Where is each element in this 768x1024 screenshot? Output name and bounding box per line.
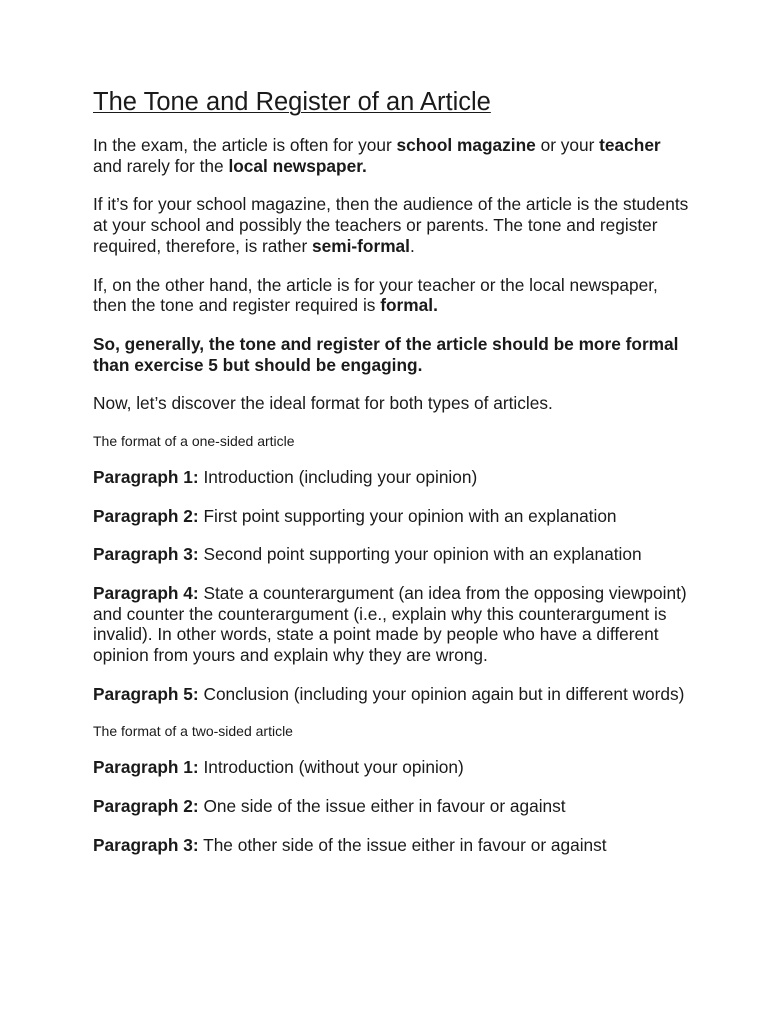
bold-text: semi-formal <box>312 235 410 256</box>
document-page <box>93 86 693 873</box>
bold-text: school magazine <box>396 135 536 155</box>
item-text: Introduction (without your opinion) <box>198 757 464 778</box>
item-label: Paragraph 3: <box>93 544 199 565</box>
list-item <box>93 544 693 565</box>
text-run: . <box>409 235 415 256</box>
text-run: and rarely for the <box>93 155 229 176</box>
intro-paragraph <box>93 135 693 177</box>
item-text: State a counterargument (an idea from the opposing viewpoint) and counter the counterargument (i.e., explain why this counterargument is invalid). In other words, state a point made by people who have a different opinion from yours and explain why they are wrong. <box>93 582 687 666</box>
item-label: Paragraph 3: <box>93 834 199 855</box>
summary-paragraph: So, generally, the tone and register of the article should be more formal than exercise 5 but should be engaging. <box>93 333 679 375</box>
one-sided-list <box>93 467 693 705</box>
text-run: If it’s for your school magazine, then the audience of the article is the students at your school and possibly the teachers or parents. The tone and register required, therefore, is rather <box>93 194 689 256</box>
list-item <box>93 684 693 705</box>
item-text: Conclusion (including your opinion again but in different words) <box>198 683 685 704</box>
page-title: The Tone and Register of an Article <box>93 88 491 116</box>
item-text: One side of the issue either in favour or against <box>198 795 566 816</box>
one-sided-heading: The format of a one-sided article <box>93 432 295 449</box>
item-label: Paragraph 1: <box>93 757 199 778</box>
two-sided-heading: The format of a two-sided article <box>93 723 293 740</box>
item-label: Paragraph 2: <box>93 795 199 816</box>
item-text: Introduction (including your opinion) <box>198 466 478 487</box>
text-run: In the exam, the article is often for your <box>93 135 397 155</box>
item-label: Paragraph 1: <box>93 466 199 487</box>
item-text: First point supporting your opinion with an explanation <box>198 505 617 526</box>
bold-text: formal. <box>380 295 438 316</box>
bold-text: teacher <box>599 135 661 155</box>
list-item <box>93 506 693 527</box>
teacher-newspaper-paragraph <box>93 275 693 317</box>
transition-paragraph: Now, let’s discover the ideal format for both types of articles. <box>93 393 553 414</box>
item-text: The other side of the issue either in favour or against <box>198 834 607 855</box>
list-item <box>93 757 693 778</box>
text-run: or your <box>535 135 600 155</box>
two-sided-list <box>93 757 693 855</box>
list-item <box>93 835 693 856</box>
list-item <box>93 467 693 488</box>
list-item <box>93 796 693 817</box>
item-text: Second point supporting your opinion with an explanation <box>198 544 642 565</box>
item-label: Paragraph 5: <box>93 683 199 704</box>
bold-text: local newspaper. <box>228 155 367 176</box>
list-item <box>93 583 693 666</box>
item-label: Paragraph 2: <box>93 505 199 526</box>
item-label: Paragraph 4: <box>93 582 199 603</box>
text-run: If, on the other hand, the article is for your teacher or the local newspaper, then the tone and register required is <box>93 274 658 316</box>
school-magazine-paragraph <box>93 194 693 256</box>
